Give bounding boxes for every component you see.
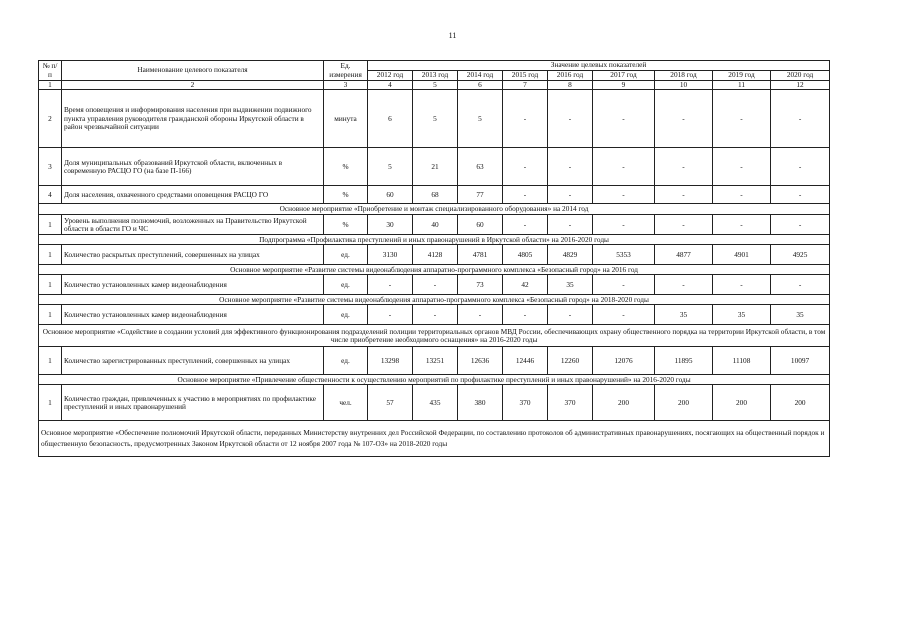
row-number: 1 [39, 245, 62, 265]
table-row [39, 275, 830, 295]
value-cell: - [548, 215, 593, 235]
value-cell: 5 [368, 148, 413, 186]
value-cell: - [593, 186, 655, 204]
unit-cell: ед. [324, 275, 368, 295]
value-cell: 370 [503, 385, 548, 421]
table-row [39, 186, 830, 204]
row-number: 3 [39, 148, 62, 186]
value-cell: 4781 [458, 245, 503, 265]
indicator-name: Уровень выполнения полномочий, возложенных на Правительство Иркутской области в области ГО и ЧС [62, 215, 324, 235]
indicator-name: Количество зарегистрированных преступлений, совершенных на улицах [62, 347, 324, 375]
section-title: Подпрограмма «Профилактика преступлений и иных правонарушений в Иркутской области» на 2016-2020 годы [39, 235, 830, 245]
indicator-name: Время оповещения и информирования населения при выдвижении подвижного пункта управления руководителя гражданской обороны Иркутской области в район чрезвычайной ситуации [62, 90, 324, 148]
value-cell: - [548, 148, 593, 186]
value-cell: 12446 [503, 347, 548, 375]
row-number: 1 [39, 305, 62, 325]
value-cell: 68 [413, 186, 458, 204]
value-cell: 435 [413, 385, 458, 421]
value-cell: - [503, 305, 548, 325]
value-cell: 13298 [368, 347, 413, 375]
value-cell: 4877 [655, 245, 713, 265]
value-cell: - [771, 90, 830, 148]
row-number: 1 [39, 275, 62, 295]
value-cell: - [713, 215, 771, 235]
value-cell: 60 [368, 186, 413, 204]
value-cell: 12260 [548, 347, 593, 375]
value-cell: - [548, 186, 593, 204]
value-cell: 6 [368, 90, 413, 148]
header-year: 2014 год [458, 71, 503, 81]
header-year: 2016 год [548, 71, 593, 81]
value-cell: 12076 [593, 347, 655, 375]
column-number: 4 [368, 81, 413, 90]
value-cell: - [593, 305, 655, 325]
unit-cell: % [324, 215, 368, 235]
table-row [39, 215, 830, 235]
section-row [39, 375, 830, 385]
value-cell: 4925 [771, 245, 830, 265]
header-year: 2020 год [771, 71, 830, 81]
row-number: 1 [39, 385, 62, 421]
value-cell: - [458, 305, 503, 325]
column-number: 12 [771, 81, 830, 90]
unit-cell: ед. [324, 305, 368, 325]
value-cell: - [503, 90, 548, 148]
value-cell: 4805 [503, 245, 548, 265]
section-row [39, 295, 830, 305]
unit-cell: % [324, 186, 368, 204]
value-cell: 200 [593, 385, 655, 421]
value-cell: 21 [413, 148, 458, 186]
column-number: 7 [503, 81, 548, 90]
value-cell: 11895 [655, 347, 713, 375]
value-cell: - [593, 148, 655, 186]
header-year: 2015 год [503, 71, 548, 81]
value-cell: - [771, 275, 830, 295]
value-cell: 4901 [713, 245, 771, 265]
section-title: Основное мероприятие «Развитие системы видеонаблюдения аппаратно-программного комплекса «Безопасный город» на 2016 год [39, 265, 830, 275]
section-row [39, 325, 830, 347]
value-cell: - [771, 186, 830, 204]
value-cell: 73 [458, 275, 503, 295]
column-number: 2 [62, 81, 324, 90]
page-number: 11 [448, 31, 457, 40]
value-cell: 5 [413, 90, 458, 148]
column-number: 3 [324, 81, 368, 90]
value-cell: 77 [458, 186, 503, 204]
row-number: 1 [39, 347, 62, 375]
column-number: 10 [655, 81, 713, 90]
footer-row [39, 421, 830, 457]
value-cell: - [771, 215, 830, 235]
indicator-name: Количество установленных камер видеонаблюдения [62, 275, 324, 295]
unit-cell: ед. [324, 347, 368, 375]
column-number: 8 [548, 81, 593, 90]
header-year: 2018 год [655, 71, 713, 81]
table-row [39, 385, 830, 421]
value-cell: - [413, 275, 458, 295]
value-cell: - [413, 305, 458, 325]
value-cell: 40 [413, 215, 458, 235]
column-number: 11 [713, 81, 771, 90]
value-cell: - [655, 215, 713, 235]
value-cell: 5353 [593, 245, 655, 265]
value-cell: 4829 [548, 245, 593, 265]
value-cell: 63 [458, 148, 503, 186]
value-cell: 200 [655, 385, 713, 421]
row-number: 4 [39, 186, 62, 204]
value-cell: 11108 [713, 347, 771, 375]
header-year: 2017 год [593, 71, 655, 81]
value-cell: 12636 [458, 347, 503, 375]
value-cell: - [713, 186, 771, 204]
value-cell: 60 [458, 215, 503, 235]
footer-section-text: Основное мероприятие «Обеспечение полномочий Иркутской области, переданных Министерству внутренних дел Российской Федерации, по составлению протоколов об административных правонарушениях, посягающих на общественный порядок и общественную безопасность, предусмотренных Законом Иркутской области от 12 ноября 2007 года № 107-ОЗ» на 2018-2020 годы [39, 421, 830, 457]
value-cell: - [655, 275, 713, 295]
section-row [39, 265, 830, 275]
unit-cell: % [324, 148, 368, 186]
column-number: 5 [413, 81, 458, 90]
value-cell: 13251 [413, 347, 458, 375]
header-year: 2013 год [413, 71, 458, 81]
section-row [39, 235, 830, 245]
value-cell: - [593, 275, 655, 295]
value-cell: 35 [713, 305, 771, 325]
value-cell: - [771, 148, 830, 186]
value-cell: 42 [503, 275, 548, 295]
unit-cell: минута [324, 90, 368, 148]
table-row [39, 245, 830, 265]
value-cell: 10097 [771, 347, 830, 375]
table-row [39, 305, 830, 325]
header-values-group: Значение целевых показателей [368, 61, 830, 71]
value-cell: - [368, 305, 413, 325]
section-row [39, 204, 830, 215]
value-cell: - [655, 148, 713, 186]
value-cell: - [503, 186, 548, 204]
value-cell: - [713, 275, 771, 295]
indicator-name: Количество раскрытых преступлений, совершенных на улицах [62, 245, 324, 265]
value-cell: 30 [368, 215, 413, 235]
target-indicators-table [38, 60, 830, 457]
section-title: Основное мероприятие «Приобретение и монтаж специализированного оборудования» на 2014 год [39, 204, 830, 215]
value-cell: - [593, 90, 655, 148]
value-cell: 35 [655, 305, 713, 325]
section-title: Основное мероприятие «Развитие системы видеонаблюдения аппаратно-программного комплекса «Безопасный город» на 2018-2020 годы [39, 295, 830, 305]
row-number: 1 [39, 215, 62, 235]
value-cell: - [548, 305, 593, 325]
value-cell: - [655, 186, 713, 204]
value-cell: - [368, 275, 413, 295]
table-row [39, 148, 830, 186]
value-cell: 380 [458, 385, 503, 421]
indicator-name: Количество граждан, привлеченных к участию в мероприятиях по профилактике преступлений и иных правонарушений [62, 385, 324, 421]
indicator-name: Количество установленных камер видеонаблюдения [62, 305, 324, 325]
row-number: 2 [39, 90, 62, 148]
header-year: 2012 год [368, 71, 413, 81]
table-row [39, 347, 830, 375]
unit-cell: чел. [324, 385, 368, 421]
value-cell: - [593, 215, 655, 235]
table-row [39, 90, 830, 148]
value-cell: 3130 [368, 245, 413, 265]
value-cell: - [503, 215, 548, 235]
header-num: № п/п [39, 61, 62, 81]
value-cell: - [503, 148, 548, 186]
indicator-name: Доля населения, охваченного средствами оповещения РАСЦО ГО [62, 186, 324, 204]
value-cell: - [713, 90, 771, 148]
column-number: 6 [458, 81, 503, 90]
indicator-name: Доля муниципальных образований Иркутской области, включенных в современную РАСЦО ГО (на базе П-166) [62, 148, 324, 186]
column-number: 9 [593, 81, 655, 90]
section-title: Основное мероприятие «Содействие в создании условий для эффективного функционирования подразделений полиции территориальных органов МВД России, обеспечивающих охрану общественного порядка на территории Иркутской области, в том числе приобретение необходимого оснащения» на 2016-2020 годы [39, 325, 830, 347]
value-cell: 57 [368, 385, 413, 421]
value-cell: 370 [548, 385, 593, 421]
value-cell: 35 [548, 275, 593, 295]
value-cell: 200 [713, 385, 771, 421]
value-cell: 200 [771, 385, 830, 421]
header-year: 2019 год [713, 71, 771, 81]
unit-cell: ед. [324, 245, 368, 265]
value-cell: - [713, 148, 771, 186]
value-cell: - [548, 90, 593, 148]
section-title: Основное мероприятие «Привлечение общественности к осуществлению мероприятий по профилактике преступлений и иных правонарушений» на 2016-2020 годы [39, 375, 830, 385]
column-number: 1 [39, 81, 62, 90]
value-cell: 5 [458, 90, 503, 148]
value-cell: - [655, 90, 713, 148]
value-cell: 35 [771, 305, 830, 325]
header-name: Наименование целевого показателя [62, 61, 324, 81]
header-unit: Ед. измерения [324, 61, 368, 81]
value-cell: 4128 [413, 245, 458, 265]
